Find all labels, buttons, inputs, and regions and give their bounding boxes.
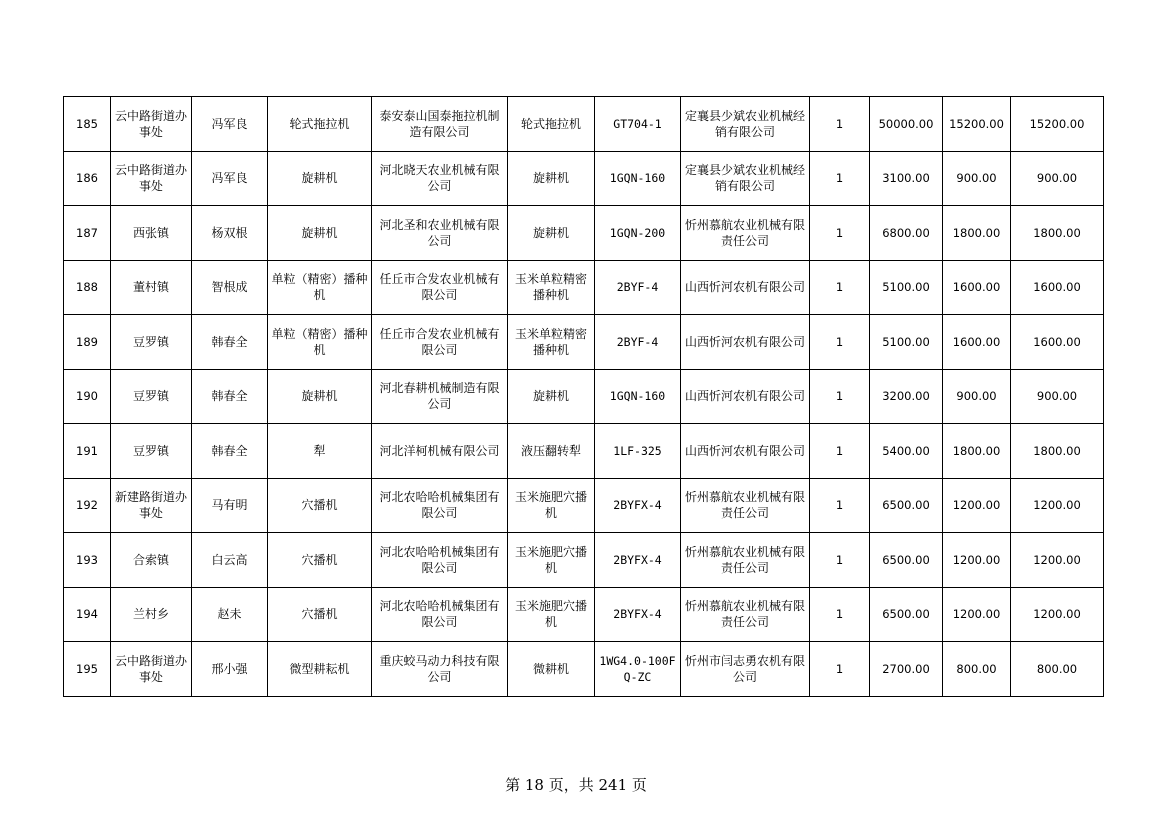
- cell-town: 云中路街道办事处: [111, 642, 192, 697]
- cell-machine-category: 穴播机: [268, 478, 372, 533]
- cell-quantity: 1: [810, 315, 870, 370]
- cell-town: 新建路街道办事处: [111, 478, 192, 533]
- cell-product-name: 液压翻转犁: [508, 424, 595, 479]
- cell-price: 5100.00: [870, 260, 943, 315]
- cell-town: 合索镇: [111, 533, 192, 588]
- cell-total-subsidy: 1800.00: [1011, 206, 1104, 261]
- cell-manufacturer: 重庆蛟马动力科技有限公司: [372, 642, 508, 697]
- cell-serial-number: 190: [64, 369, 111, 424]
- table-row: [64, 533, 1104, 588]
- cell-serial-number: 189: [64, 315, 111, 370]
- cell-machine-category: 穴播机: [268, 533, 372, 588]
- cell-buyer-name: 冯军良: [192, 151, 268, 206]
- cell-machine-category: 轮式拖拉机: [268, 97, 372, 152]
- cell-serial-number: 192: [64, 478, 111, 533]
- cell-manufacturer: 泰安泰山国泰拖拉机制造有限公司: [372, 97, 508, 152]
- table-row: [64, 260, 1104, 315]
- cell-quantity: 1: [810, 151, 870, 206]
- cell-model: 1WG4.0-100FQ-ZC: [595, 642, 681, 697]
- cell-town: 兰村乡: [111, 587, 192, 642]
- cell-machine-category: 微型耕耘机: [268, 642, 372, 697]
- cell-serial-number: 186: [64, 151, 111, 206]
- cell-buyer-name: 冯军良: [192, 97, 268, 152]
- cell-serial-number: 191: [64, 424, 111, 479]
- cell-buyer-name: 马有明: [192, 478, 268, 533]
- cell-model: 2BYFX-4: [595, 587, 681, 642]
- cell-serial-number: 195: [64, 642, 111, 697]
- cell-total-subsidy: 15200.00: [1011, 97, 1104, 152]
- cell-product-name: 玉米单粒精密播种机: [508, 260, 595, 315]
- cell-product-name: 微耕机: [508, 642, 595, 697]
- cell-model: 2BYFX-4: [595, 533, 681, 588]
- cell-manufacturer: 河北洋柯机械有限公司: [372, 424, 508, 479]
- cell-town: 云中路街道办事处: [111, 151, 192, 206]
- cell-buyer-name: 赵未: [192, 587, 268, 642]
- cell-price: 6500.00: [870, 478, 943, 533]
- cell-total-subsidy: 1600.00: [1011, 260, 1104, 315]
- cell-manufacturer: 任丘市合发农业机械有限公司: [372, 260, 508, 315]
- cell-total-subsidy: 900.00: [1011, 151, 1104, 206]
- cell-town: 豆罗镇: [111, 424, 192, 479]
- cell-town: 董村镇: [111, 260, 192, 315]
- cell-price: 6500.00: [870, 587, 943, 642]
- cell-unit-subsidy: 1200.00: [943, 478, 1011, 533]
- cell-dealer: 山西忻河农机有限公司: [681, 369, 810, 424]
- cell-manufacturer: 河北农哈哈机械集团有限公司: [372, 478, 508, 533]
- cell-product-name: 旋耕机: [508, 151, 595, 206]
- cell-dealer: 忻州慕航农业机械有限责任公司: [681, 206, 810, 261]
- cell-buyer-name: 韩春全: [192, 315, 268, 370]
- cell-buyer-name: 杨双根: [192, 206, 268, 261]
- cell-town: 云中路街道办事处: [111, 97, 192, 152]
- cell-machine-category: 单粒（精密）播种机: [268, 315, 372, 370]
- cell-serial-number: 185: [64, 97, 111, 152]
- cell-dealer: 山西忻河农机有限公司: [681, 315, 810, 370]
- cell-serial-number: 193: [64, 533, 111, 588]
- cell-town: 豆罗镇: [111, 369, 192, 424]
- cell-total-subsidy: 1800.00: [1011, 424, 1104, 479]
- cell-total-subsidy: 1600.00: [1011, 315, 1104, 370]
- cell-price: 6500.00: [870, 533, 943, 588]
- cell-unit-subsidy: 15200.00: [943, 97, 1011, 152]
- cell-product-name: 旋耕机: [508, 206, 595, 261]
- cell-total-subsidy: 1200.00: [1011, 587, 1104, 642]
- cell-price: 3200.00: [870, 369, 943, 424]
- cell-machine-category: 旋耕机: [268, 151, 372, 206]
- cell-unit-subsidy: 1200.00: [943, 533, 1011, 588]
- cell-town: 西张镇: [111, 206, 192, 261]
- table-body: [64, 97, 1104, 697]
- cell-price: 5100.00: [870, 315, 943, 370]
- cell-dealer: 忻州慕航农业机械有限责任公司: [681, 533, 810, 588]
- cell-serial-number: 187: [64, 206, 111, 261]
- cell-manufacturer: 河北晓天农业机械有限公司: [372, 151, 508, 206]
- cell-dealer: 山西忻河农机有限公司: [681, 424, 810, 479]
- cell-unit-subsidy: 1800.00: [943, 424, 1011, 479]
- subsidy-table: [63, 96, 1104, 697]
- cell-model: 1LF-325: [595, 424, 681, 479]
- cell-model: 2BYF-4: [595, 260, 681, 315]
- cell-total-subsidy: 800.00: [1011, 642, 1104, 697]
- cell-machine-category: 犁: [268, 424, 372, 479]
- cell-product-name: 玉米施肥穴播机: [508, 478, 595, 533]
- cell-serial-number: 194: [64, 587, 111, 642]
- cell-total-subsidy: 1200.00: [1011, 478, 1104, 533]
- cell-dealer: 忻州慕航农业机械有限责任公司: [681, 478, 810, 533]
- cell-manufacturer: 河北春耕机械制造有限公司: [372, 369, 508, 424]
- cell-model: GT704-1: [595, 97, 681, 152]
- cell-price: 5400.00: [870, 424, 943, 479]
- cell-quantity: 1: [810, 206, 870, 261]
- cell-price: 3100.00: [870, 151, 943, 206]
- cell-machine-category: 旋耕机: [268, 206, 372, 261]
- cell-price: 50000.00: [870, 97, 943, 152]
- table-row: [64, 642, 1104, 697]
- cell-manufacturer: 河北农哈哈机械集团有限公司: [372, 533, 508, 588]
- cell-town: 豆罗镇: [111, 315, 192, 370]
- cell-model: 1GQN-160: [595, 151, 681, 206]
- cell-quantity: 1: [810, 97, 870, 152]
- cell-total-subsidy: 900.00: [1011, 369, 1104, 424]
- cell-product-name: 玉米单粒精密播种机: [508, 315, 595, 370]
- cell-manufacturer: 任丘市合发农业机械有限公司: [372, 315, 508, 370]
- cell-model: 2BYFX-4: [595, 478, 681, 533]
- table-row: [64, 369, 1104, 424]
- cell-manufacturer: 河北农哈哈机械集团有限公司: [372, 587, 508, 642]
- cell-price: 6800.00: [870, 206, 943, 261]
- cell-machine-category: 穴播机: [268, 587, 372, 642]
- table-row: [64, 151, 1104, 206]
- table-row: [64, 315, 1104, 370]
- cell-machine-category: 旋耕机: [268, 369, 372, 424]
- table-row: [64, 478, 1104, 533]
- table-row: [64, 424, 1104, 479]
- cell-dealer: 忻州市闫志勇农机有限公司: [681, 642, 810, 697]
- cell-buyer-name: 白云高: [192, 533, 268, 588]
- cell-model: 1GQN-200: [595, 206, 681, 261]
- cell-model: 2BYF-4: [595, 315, 681, 370]
- cell-buyer-name: 邢小强: [192, 642, 268, 697]
- cell-quantity: 1: [810, 587, 870, 642]
- cell-product-name: 轮式拖拉机: [508, 97, 595, 152]
- table-row: [64, 97, 1104, 152]
- cell-unit-subsidy: 1800.00: [943, 206, 1011, 261]
- cell-quantity: 1: [810, 533, 870, 588]
- cell-serial-number: 188: [64, 260, 111, 315]
- cell-quantity: 1: [810, 424, 870, 479]
- cell-unit-subsidy: 1600.00: [943, 260, 1011, 315]
- cell-quantity: 1: [810, 642, 870, 697]
- cell-quantity: 1: [810, 260, 870, 315]
- cell-product-name: 玉米施肥穴播机: [508, 533, 595, 588]
- cell-dealer: 定襄县少斌农业机械经销有限公司: [681, 97, 810, 152]
- cell-unit-subsidy: 1200.00: [943, 587, 1011, 642]
- cell-unit-subsidy: 900.00: [943, 369, 1011, 424]
- cell-manufacturer: 河北圣和农业机械有限公司: [372, 206, 508, 261]
- cell-product-name: 玉米施肥穴播机: [508, 587, 595, 642]
- table-row: [64, 587, 1104, 642]
- cell-machine-category: 单粒（精密）播种机: [268, 260, 372, 315]
- page-number: 第 18 页，共 241 页: [505, 776, 647, 794]
- cell-product-name: 旋耕机: [508, 369, 595, 424]
- cell-total-subsidy: 1200.00: [1011, 533, 1104, 588]
- table-row: [64, 206, 1104, 261]
- cell-buyer-name: 韩春全: [192, 424, 268, 479]
- cell-unit-subsidy: 1600.00: [943, 315, 1011, 370]
- cell-model: 1GQN-160: [595, 369, 681, 424]
- cell-buyer-name: 智根成: [192, 260, 268, 315]
- cell-quantity: 1: [810, 478, 870, 533]
- cell-price: 2700.00: [870, 642, 943, 697]
- cell-quantity: 1: [810, 369, 870, 424]
- cell-dealer: 定襄县少斌农业机械经销有限公司: [681, 151, 810, 206]
- cell-unit-subsidy: 800.00: [943, 642, 1011, 697]
- cell-unit-subsidy: 900.00: [943, 151, 1011, 206]
- cell-buyer-name: 韩春全: [192, 369, 268, 424]
- cell-dealer: 忻州慕航农业机械有限责任公司: [681, 587, 810, 642]
- cell-dealer: 山西忻河农机有限公司: [681, 260, 810, 315]
